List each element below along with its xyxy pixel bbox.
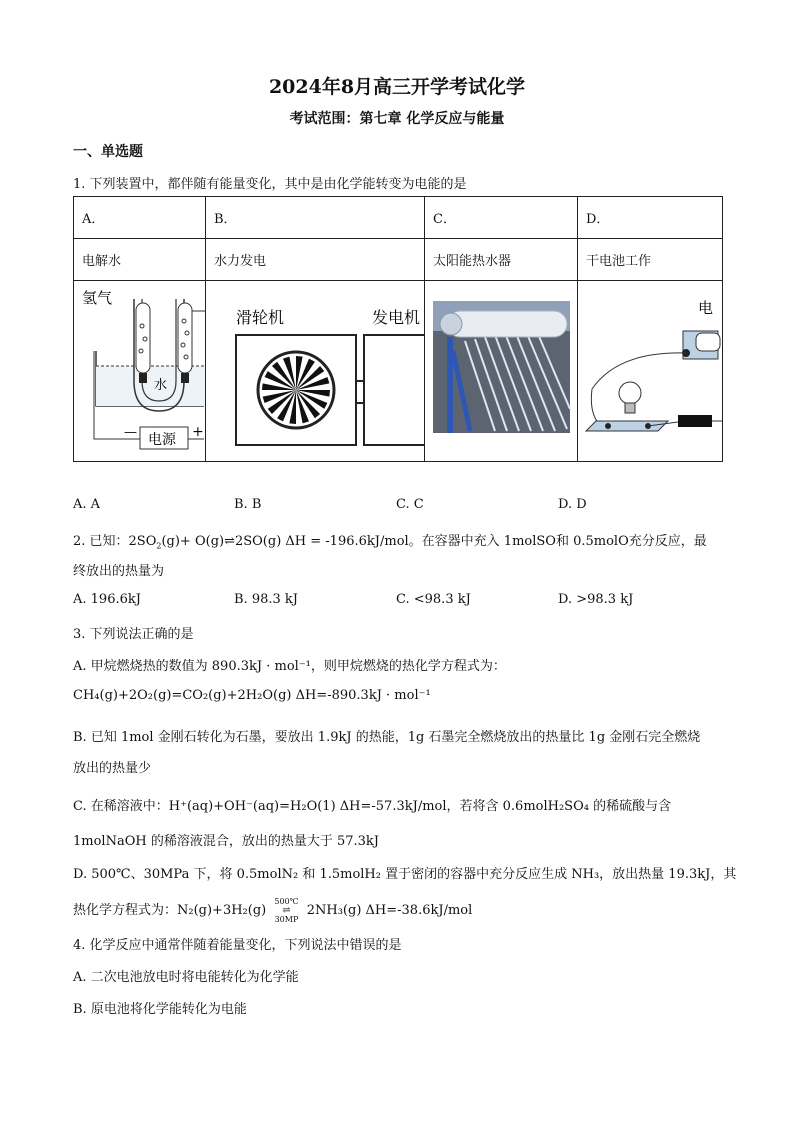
q1-image-a: [74, 281, 206, 462]
q3-option-c-line1[interactable]: C. 在稀溶液中：H⁺(aq)+OH⁻(aq)=H₂O(1) ΔH=-57.3kJ/mol，若将含 0.6molH₂SO₄ 的稀硫酸与含: [73, 799, 672, 814]
q1-option-b[interactable]: B. B: [234, 497, 262, 512]
q2-option-b[interactable]: B. 98.3 kJ: [234, 592, 298, 607]
q3-option-b-line1[interactable]: B. 已知 1mol 金刚石转化为石墨，要放出 1.9kJ 的热能，1g 石墨完全燃烧放出的热量比 1g 金刚石完全燃烧: [73, 730, 701, 745]
q2-line2: 终放出的热量为: [73, 564, 165, 579]
label-water: 水: [154, 377, 168, 392]
label-hydrogen: 氢气: [82, 291, 113, 307]
hydropower-figure: [206, 281, 425, 457]
exam-scope: 考试范围：第七章 化学反应与能量: [289, 111, 505, 127]
dry-cell-figure: [578, 281, 723, 457]
arrow-condition-bottom: 30MP: [274, 915, 299, 924]
q1-letter-c: C．: [425, 197, 578, 239]
page-title: 2024年8月高三开学考试化学: [268, 76, 526, 98]
q3-option-b-line2: 放出的热量少: [73, 761, 152, 776]
solar-heater-photo: [425, 281, 578, 457]
q3-option-d-line1[interactable]: D. 500℃、30MPa 下，将 0.5molN₂ 和 1.5molH₂ 置于密闭的容器中充分反应生成 NH₃，放出热量 19.3kJ，其: [73, 867, 737, 882]
q1-stem: 1. 下列装置中，都伴随有能量变化，其中是由化学能转变为电能的是: [73, 177, 467, 192]
q1-letter-d: D．: [578, 197, 723, 239]
q1-letter-b: B．: [206, 197, 425, 239]
label-plus: +: [192, 424, 204, 440]
q1-image-c: [425, 281, 578, 462]
q3-option-a-line1[interactable]: A. 甲烷燃烧热的数值为 890.3kJ · mol⁻¹，则甲烷燃烧的热化学方程式为：: [73, 659, 506, 674]
q2-option-c[interactable]: C. <98.3 kJ: [396, 592, 471, 607]
q1-option-d[interactable]: D. D: [558, 497, 587, 512]
arrow-condition-top: 500℃: [274, 897, 299, 906]
q4-option-b[interactable]: B. 原电池将化学能转化为电能: [73, 1002, 247, 1017]
q1-name-b: 水力发电: [206, 239, 425, 281]
q1-name-a: 电解水: [74, 239, 206, 281]
q1-table: [73, 196, 723, 462]
label-generator: 发电机: [372, 310, 421, 327]
q2-option-a[interactable]: A. 196.6kJ: [73, 592, 141, 607]
q2-line1: 2. 已知：$2SO_2(g)+$ O(g)⇌2SO(g) ΔH = -196.6kJ/mol。在容器中充入 1molSO和 0.5molO充分反应，最: [73, 534, 707, 551]
q2-option-d[interactable]: D. >98.3 kJ: [558, 592, 634, 607]
q1-image-b: [206, 281, 425, 462]
label-battery: 电: [698, 301, 714, 317]
q1-name-c: 太阳能热水器: [425, 239, 578, 281]
q3-stem: 3. 下列说法正确的是: [73, 627, 194, 642]
q3-option-c-line2: 1molNaOH 的稀溶液混合，放出的热量大于 57.3kJ: [73, 834, 380, 849]
section-heading: 一、单选题: [73, 144, 143, 160]
q1-name-d: 干电池工作: [578, 239, 723, 281]
label-minus: —: [124, 425, 137, 440]
electrolysis-figure: [74, 281, 206, 457]
q4-stem: 4. 化学反应中通常伴随着能量变化，下列说法中错误的是: [73, 938, 402, 953]
label-pulley: 滑轮机: [236, 310, 285, 327]
q3-option-a-line2: CH₄(g)+2O₂(g)=CO₂(g)+2H₂O(g) ΔH=-890.3kJ · mol⁻¹: [73, 688, 431, 703]
q3-option-d-line2: 热化学方程式为：N₂(g)+3H₂(g) 500℃ ⇌ 30MP 2NH₃(g) ΔH=-38.6kJ/mol: [73, 897, 473, 924]
label-power: 电源: [148, 433, 176, 448]
q4-option-a[interactable]: A. 二次电池放电时将电能转化为化学能: [73, 970, 299, 985]
q1-option-c[interactable]: C. C: [396, 497, 424, 512]
q1-option-a[interactable]: A. A: [73, 497, 101, 512]
q1-image-d: [578, 281, 723, 462]
q1-letter-a: A．: [74, 197, 206, 239]
